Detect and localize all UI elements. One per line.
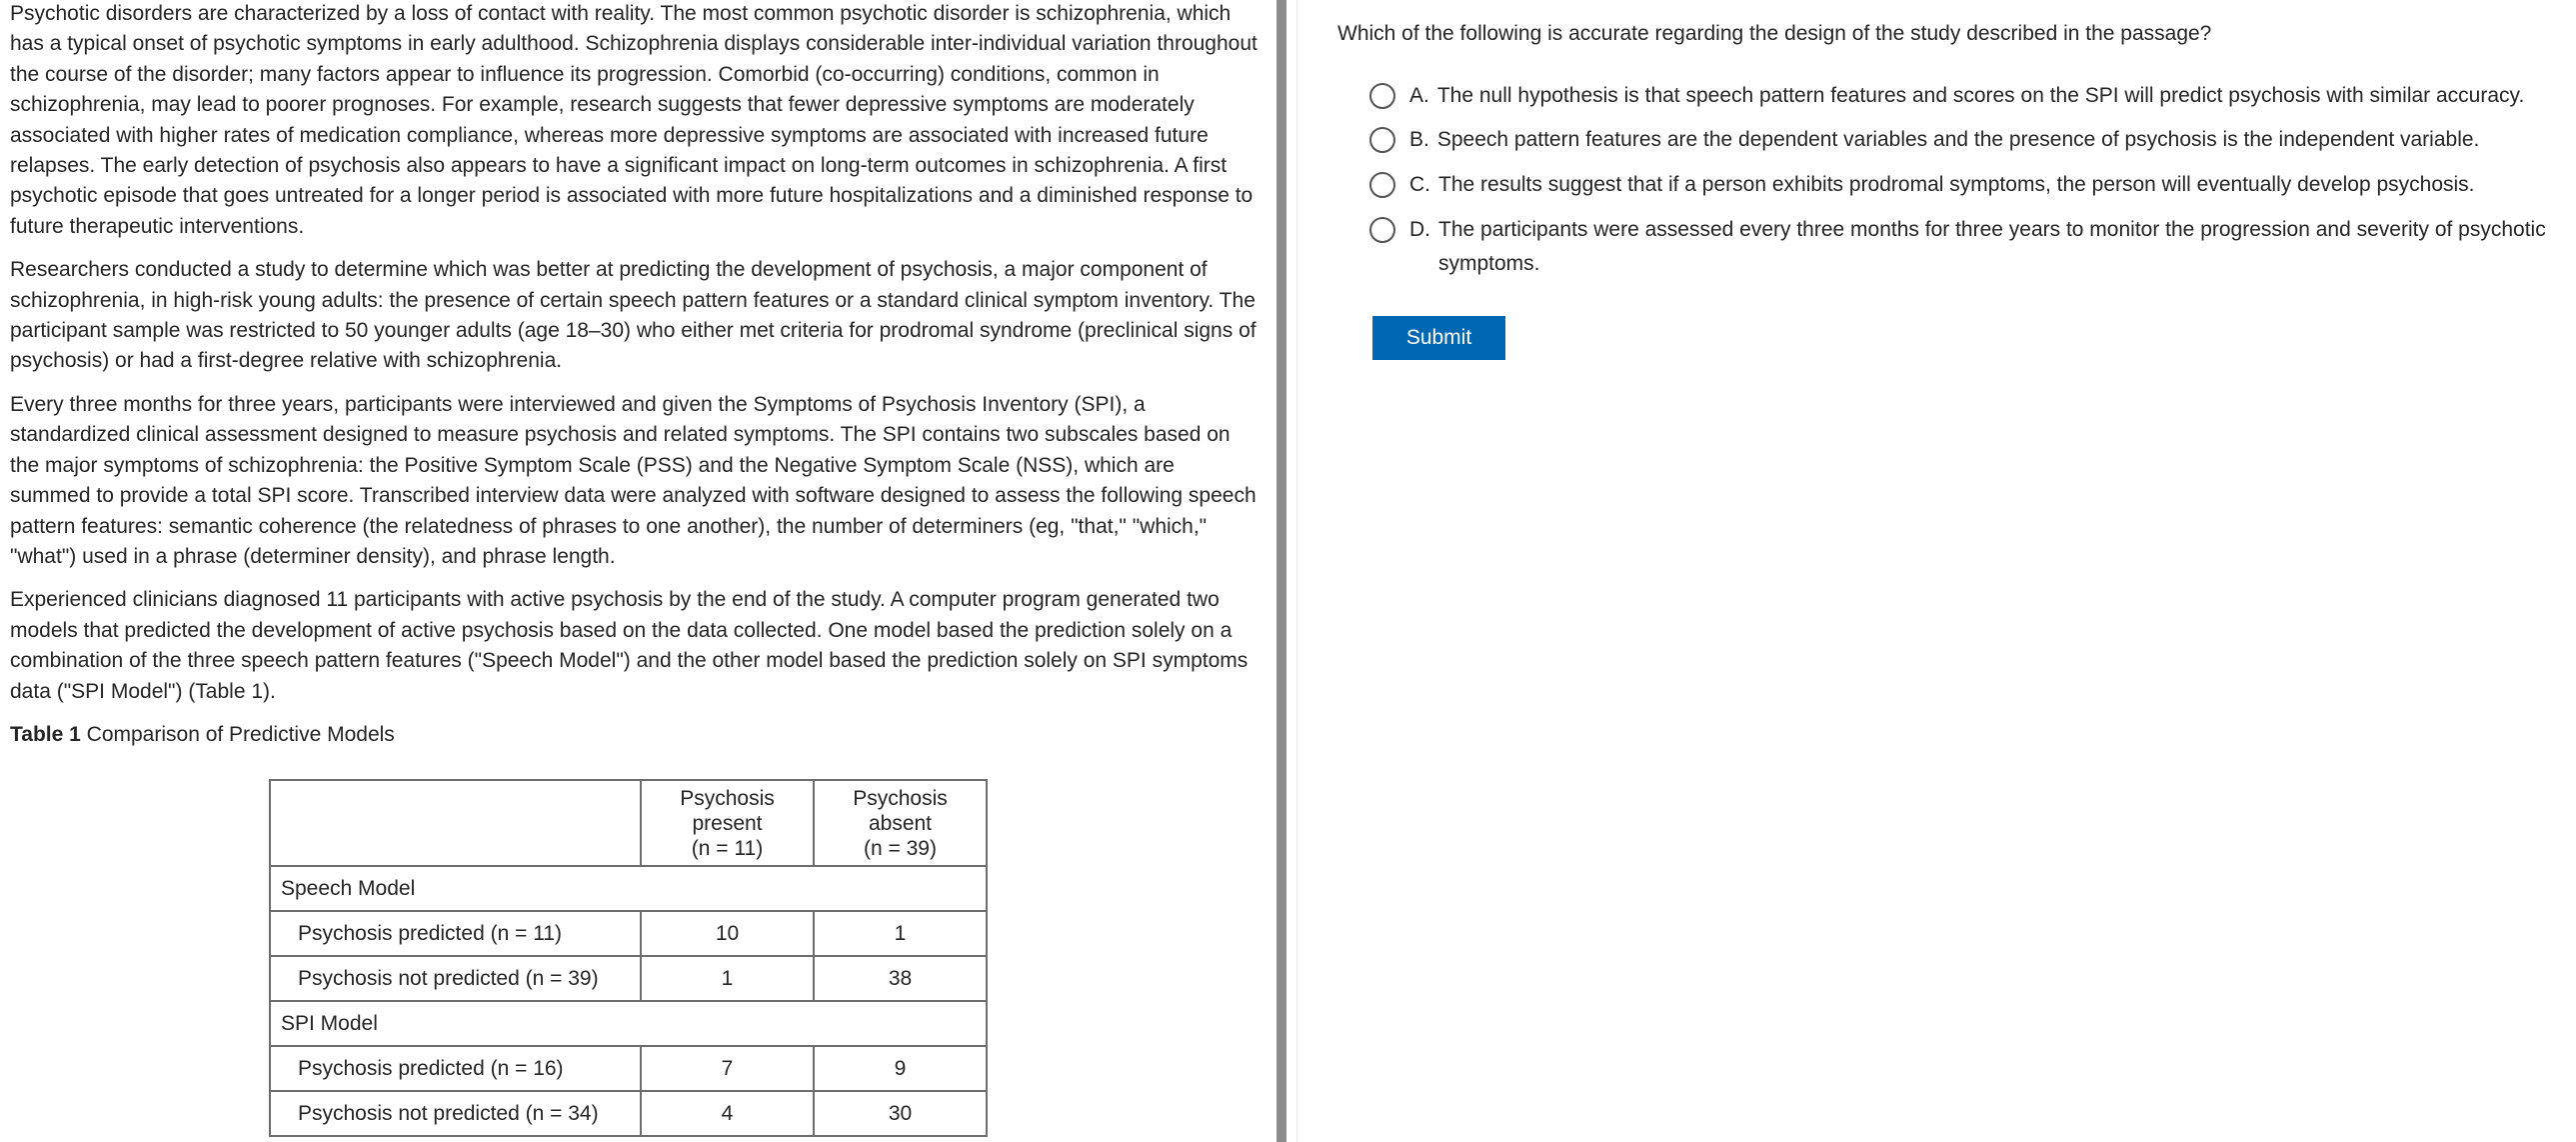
row-label: Psychosis predicted (n = 16) <box>270 1046 641 1091</box>
table-section-row <box>270 1001 987 1046</box>
cell-absent: 9 <box>814 1046 987 1091</box>
header-absent-line-1: Psychosis <box>853 786 948 810</box>
comparison-table <box>269 779 988 1137</box>
row-label: Psychosis not predicted (n = 34) <box>270 1091 641 1136</box>
header-absent-line-2: absent <box>868 811 933 835</box>
option-letter: C. <box>1409 173 1430 196</box>
option-letter: A. <box>1409 84 1429 107</box>
answer-option-a[interactable] <box>1369 79 2576 113</box>
option-text: Speech pattern features are the dependent variables and the presence of psychosis is the independent variable. <box>1436 128 2480 151</box>
passage-paragraph-1: Psychotic disorders are characterized by a loss of contact with reality. The most common psychotic disorder is schizophrenia, which has a typical onset of psychotic symptoms in early adulthood. Schizophrenia displays considerable inter-individual variation throughout the course of the disorder; many factors appear to influence its progression. Comorbid (co-occurring) conditions, common in schizophrenia, may lead to poorer prognoses. For example, research suggests that fewer depressive symptoms are moderately associated with higher rates of medication compliance, whereas more depressive symptoms are associated with increased future relapses. The early detection of psychosis also appears to have a significant impact on long-term outcomes in schizophrenia. A first psychotic episode that goes untreated for a longer period is associated with more future hospitalizations and a diminished response to future therapeutic interventions. <box>10 2 1258 238</box>
table-row <box>270 956 987 1001</box>
header-present-line-2: present <box>692 811 763 835</box>
header-psychosis-absent <box>814 780 987 866</box>
cell-present: 10 <box>641 911 814 956</box>
header-absent-line-3: (n = 39) <box>864 836 937 860</box>
cell-present: 7 <box>641 1046 814 1091</box>
section-spi-model: SPI Model <box>270 1001 987 1046</box>
header-present-line-1: Psychosis <box>680 786 775 810</box>
radio-c[interactable] <box>1369 172 1395 198</box>
option-text: The participants were assessed every three months for three years to monitor the progression and severity of psychotic symptoms. <box>1438 218 2546 275</box>
table-row <box>270 911 987 956</box>
row-label: Psychosis predicted (n = 11) <box>270 911 641 956</box>
cell-present: 1 <box>641 956 814 1001</box>
table-caption-title: Comparison of Predictive Models <box>86 722 395 746</box>
radio-b[interactable] <box>1369 127 1395 153</box>
passage-paragraph-3: Every three months for three years, participants were interviewed and given the Symptoms of Psychosis Inventory (SPI), a standardized clinical assessment designed to measure psychosis and related symptoms. The SPI contains two subscales based on the major symptoms of schizophrenia: the Positive Symptom Scale (PSS) and the Negative Symptom Scale (NSS), which are summed to provide a total SPI score. Transcribed interview data were analyzed with software designed to assess the following speech pattern features: semantic coherence (the relatedness of phrases to one another), the number of determiners (eg, "that," "which," "what") used in a phrase (determiner density), and phrase length. <box>10 392 1257 568</box>
submit-button[interactable]: Submit <box>1372 316 1505 360</box>
table-section-row <box>270 866 987 911</box>
answer-option-d[interactable] <box>1369 213 2576 281</box>
option-letter: B. <box>1409 128 1429 151</box>
row-label: Psychosis not predicted (n = 39) <box>270 956 641 1001</box>
header-psychosis-present <box>641 780 814 866</box>
table-caption <box>10 720 1259 750</box>
cell-absent: 30 <box>814 1091 987 1136</box>
section-speech-model: Speech Model <box>270 866 987 911</box>
question-stem: Which of the following is accurate regarding the design of the study described in the passage? <box>1337 22 2212 45</box>
answer-option-b[interactable] <box>1369 123 2576 157</box>
header-present-line-3: (n = 11) <box>691 836 764 860</box>
radio-d[interactable] <box>1369 217 1395 243</box>
radio-a[interactable] <box>1369 83 1395 109</box>
cell-absent: 1 <box>814 911 987 956</box>
cell-present: 4 <box>641 1091 814 1136</box>
question-pane <box>1297 0 2576 1142</box>
option-text: The results suggest that if a person exhibits prodromal symptoms, the person will eventually develop psychosis. <box>1438 173 2475 196</box>
table-caption-number: Table 1 <box>10 722 81 746</box>
passage-paragraph-4: Experienced clinicians diagnosed 11 participants with active psychosis by the end of the study. A computer program generated two models that predicted the development of active psychosis based on the data collected. One model based the prediction solely on a combination of the three speech pattern features ("Speech Model") and the other model based the prediction solely on SPI symptoms data ("SPI Model") (Table 1). <box>10 588 1249 703</box>
answer-option-c[interactable] <box>1369 168 2576 202</box>
option-text: The null hypothesis is that speech pattern features and scores on the SPI will predict psychosis with similar accuracy. <box>1436 84 2525 107</box>
cell-absent: 38 <box>814 956 987 1001</box>
table-corner-cell <box>270 780 641 866</box>
option-letter: D. <box>1409 218 1430 241</box>
table-header-row <box>270 780 987 866</box>
pane-divider-handle[interactable] <box>1277 0 1287 1142</box>
passage-paragraph-2: Researchers conducted a study to determine which was better at predicting the development of psychosis, a major component of schizophrenia, in high-risk young adults: the presence of certain speech pattern features or a standard clinical symptom inventory. The participant sample was restricted to 50 younger adults (age 18–30) who either met criteria for prodromal syndrome (preclinical signs of psychosis) or had a first-degree relative with schizophrenia. <box>10 258 1257 373</box>
table-row <box>270 1046 987 1091</box>
table-row <box>270 1091 987 1136</box>
